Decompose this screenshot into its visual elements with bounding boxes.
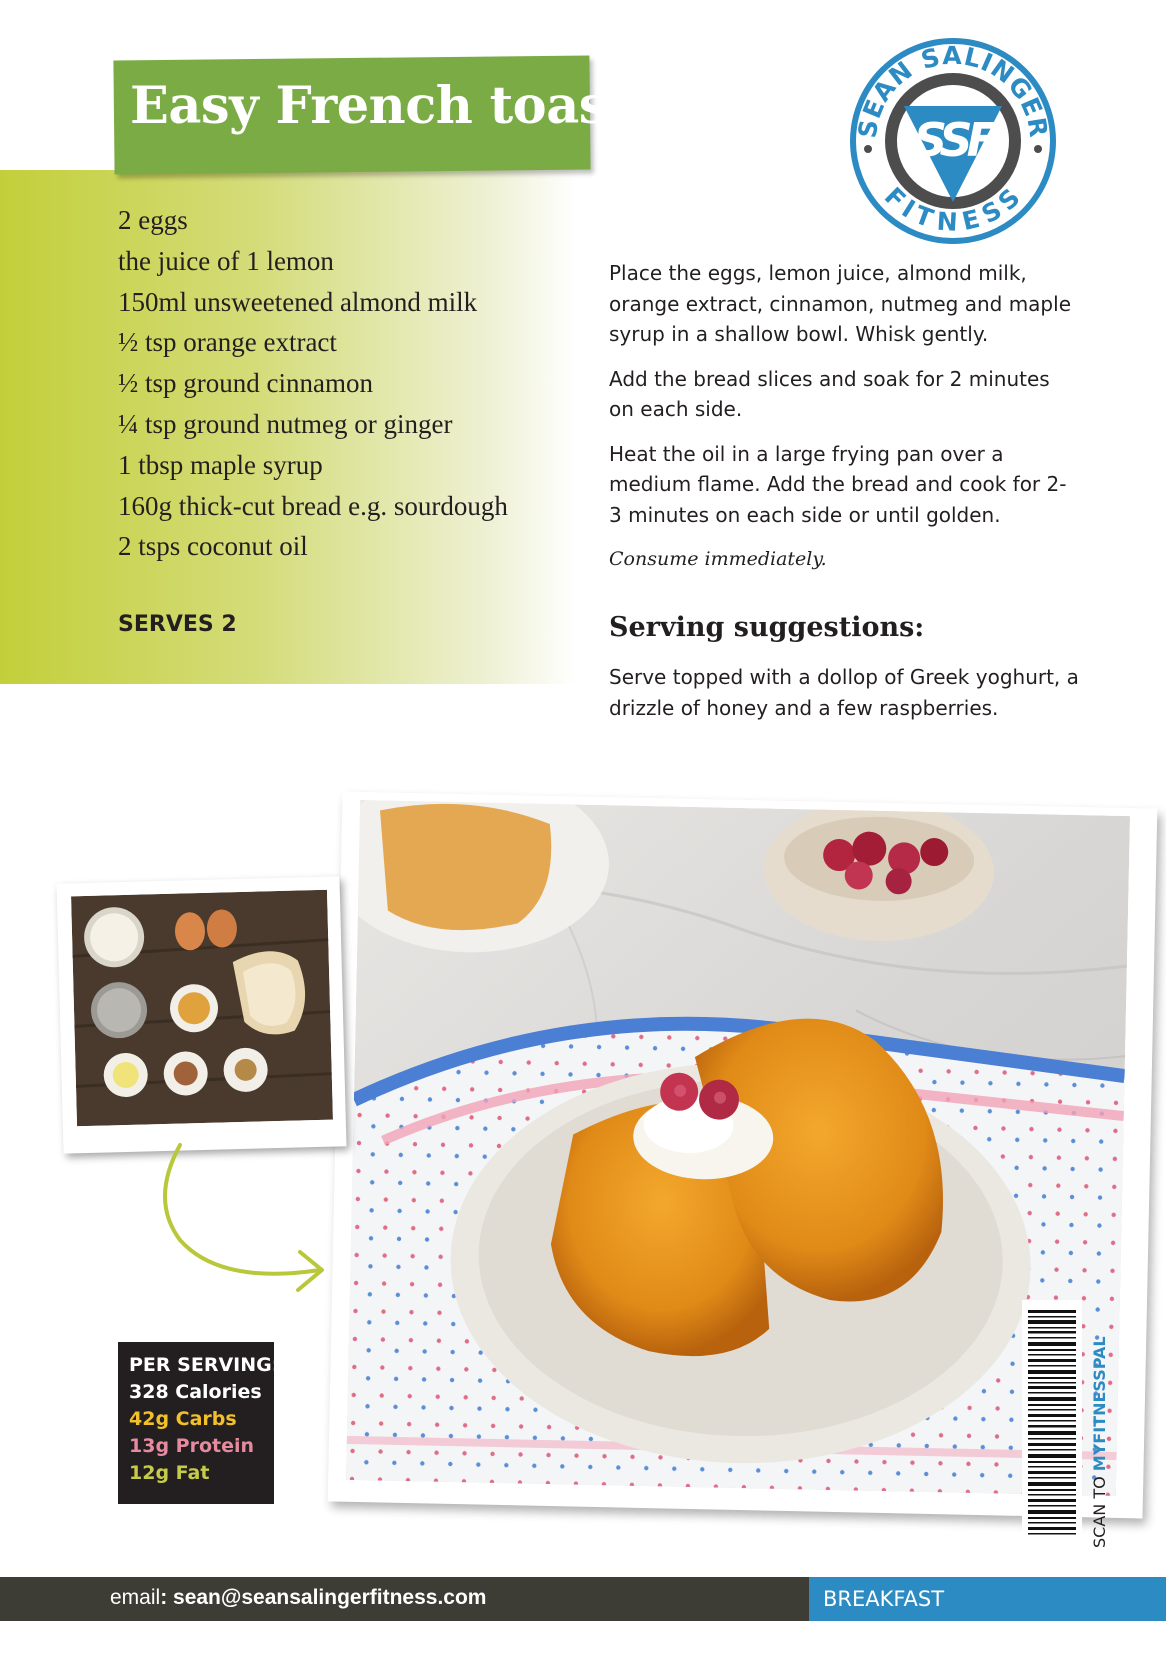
scan-prefix: SCAN TO: [1090, 1471, 1109, 1548]
method-note: Consume immediately.: [609, 548, 827, 570]
method-step: Place the eggs, lemon juice, almond milk, orange extract, cinnamon, nutmeg and maple syrup in a shallow bowl. Whisk gently.: [609, 261, 1071, 346]
ingredient-item: 150ml unsweetened almond milk: [118, 286, 478, 317]
email-label: email: [110, 1586, 161, 1609]
serving-suggestions-heading: Serving suggestions:: [609, 612, 925, 643]
ingredients-list: [118, 200, 578, 567]
method-section: [609, 258, 1079, 589]
nutrition-protein: 13g Protein: [129, 1435, 255, 1457]
ingredient-item: the juice of 1 lemon: [118, 245, 334, 276]
brand-logo: [846, 34, 1060, 248]
nutrition-calories: 328 Calories: [129, 1381, 262, 1403]
recipe-title: Easy French toast: [130, 76, 631, 136]
nutrition-fat: 12g Fat: [129, 1462, 210, 1484]
nutrition-carbs: 42g Carbs: [129, 1408, 237, 1430]
curved-arrow-icon: [150, 1140, 330, 1300]
category-badge: BREAKFAST: [809, 1577, 1166, 1621]
myfitnesspal-barcode[interactable]: [1022, 1300, 1082, 1548]
method-step: Heat the oil in a large frying pan over a medium flame. Add the bread and cook for 2-3 minutes on each side or until golden.: [609, 441, 1067, 527]
ingredient-item: 2 tsps coconut oil: [118, 531, 308, 562]
ingredient-item: ½ tsp ground cinnamon: [118, 368, 373, 399]
barcode-icon: [1022, 1300, 1082, 1548]
ingredient-item: ½ tsp orange extract: [118, 327, 337, 358]
logo-bottom-text: FITNESS: [878, 181, 1028, 237]
logo-top-text: SEAN SALINGER: [852, 40, 1054, 140]
scan-to-myfitnesspal: [1082, 1298, 1118, 1548]
method-step: Add the bread slices and soak for 2 minutes on each side.: [609, 366, 1050, 421]
logo-dot: [864, 145, 872, 153]
logo-monogram: SSF: [913, 113, 993, 167]
ingredients-photo: [71, 890, 333, 1127]
ingredient-item: 160g thick-cut bread e.g. sourdough: [118, 490, 508, 521]
email-address[interactable]: : sean@seansalingerfitness.com: [160, 1586, 487, 1609]
french-toast-photo: [346, 800, 1130, 1496]
footer-email[interactable]: [110, 1586, 486, 1610]
logo-dot: [1034, 145, 1042, 153]
scan-brand: MYFITNESSPAL: [1090, 1336, 1109, 1472]
nutrition-heading: PER SERVING:: [129, 1354, 280, 1376]
ingredient-item: 1 tbsp maple syrup: [118, 449, 323, 480]
serves-count: SERVES 2: [118, 612, 237, 637]
serving-suggestions-text: Serve topped with a dollop of Greek yoghurt, a drizzle of honey and a few raspberries.: [609, 665, 1079, 720]
ingredient-item: ¼ tsp ground nutmeg or ginger: [118, 408, 453, 439]
nutrition-box: [118, 1342, 280, 1504]
ingredient-item: 2 eggs: [118, 205, 188, 235]
